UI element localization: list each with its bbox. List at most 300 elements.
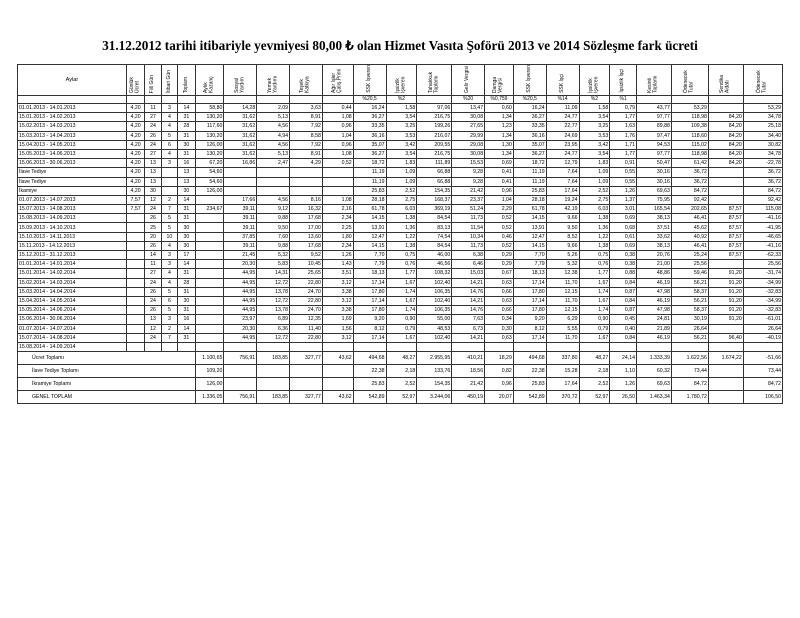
value-cell: 14,21 (452, 296, 485, 305)
value-cell: 24 (145, 122, 161, 131)
value-cell: 30 (178, 223, 195, 232)
value-cell: 0,84 (610, 278, 637, 287)
value-cell: 2,34 (322, 214, 353, 223)
value-cell: 0,96 (322, 122, 353, 131)
value-cell: 14,21 (452, 333, 485, 342)
rate-cell (18, 96, 127, 104)
value-cell (322, 186, 353, 195)
value-cell: 1,38 (579, 241, 610, 250)
value-cell: 0,44 (322, 104, 353, 113)
value-cell: 26 (145, 241, 161, 250)
value-cell (743, 342, 782, 351)
value-cell: 11,73 (452, 214, 485, 223)
value-cell: 5,13 (257, 113, 290, 122)
column-header-label: Tahakkuk Toplamı (427, 71, 440, 93)
column-header (386, 65, 417, 96)
value-cell: 209,55 (417, 140, 452, 149)
value-cell: 31 (178, 131, 195, 140)
value-cell: 7,70 (513, 251, 546, 260)
value-cell: 0,96 (322, 140, 353, 149)
totals-value: 24,14 (610, 352, 637, 365)
value-cell: 47,98 (637, 306, 672, 315)
value-cell: 2 (161, 195, 177, 204)
table-row (18, 113, 783, 122)
value-cell (708, 177, 743, 186)
value-cell: 0,45 (610, 315, 637, 324)
value-cell: 12,72 (257, 296, 290, 305)
totals-value: 22,38 (513, 365, 546, 378)
value-cell: 59,46 (671, 269, 708, 278)
value-cell (513, 342, 546, 351)
value-cell: 30,16 (637, 168, 672, 177)
value-cell: 0,90 (579, 315, 610, 324)
column-header-label: Toplam (182, 76, 189, 93)
value-cell: 4,20 (126, 177, 144, 186)
value-cell (126, 306, 144, 315)
value-cell: 44,95 (224, 306, 257, 315)
value-cell (257, 177, 290, 186)
table-row (18, 168, 783, 177)
rate-cell (145, 96, 161, 104)
value-cell: 11,19 (513, 177, 546, 186)
value-cell: 31 (178, 214, 195, 223)
value-cell: 24,81 (637, 315, 672, 324)
value-cell: 31 (178, 269, 195, 278)
value-cell: 2,16 (322, 205, 353, 214)
value-cell: 24 (145, 278, 161, 287)
value-cell: 9,52 (290, 251, 323, 260)
totals-value: 69,63 (637, 378, 672, 391)
value-cell: 30 (178, 296, 195, 305)
rate-cell (224, 96, 257, 104)
value-cell: 0,87 (610, 287, 637, 296)
value-cell: 16,24 (353, 104, 386, 113)
value-cell: 6,46 (452, 260, 485, 269)
value-cell (126, 324, 144, 333)
totals-value: 109,20 (195, 365, 224, 378)
value-cell: 84,20 (708, 131, 743, 140)
value-cell: 3 (161, 251, 177, 260)
value-cell: 12,35 (290, 315, 323, 324)
table-row (18, 269, 783, 278)
value-cell: 0,63 (485, 333, 514, 342)
rate-cell (743, 96, 782, 104)
totals-value: 48,27 (386, 352, 417, 365)
rate-cell (417, 96, 452, 104)
table-row (18, 251, 783, 260)
value-cell: 14,15 (353, 214, 386, 223)
column-header-label: SSK İşçi (558, 74, 565, 93)
totals-value (322, 365, 353, 378)
wage-difference-table (17, 64, 783, 404)
value-cell (195, 315, 224, 324)
value-cell: 1,04 (322, 131, 353, 140)
period-cell: 15.02.2013 - 14.03.2013 (18, 122, 127, 131)
value-cell: -40,19 (743, 333, 782, 342)
value-cell (671, 342, 708, 351)
value-cell (126, 342, 144, 351)
value-cell: 31,62 (224, 113, 257, 122)
value-cell: 27,65 (452, 122, 485, 131)
rate-cell (257, 96, 290, 104)
value-cell: 12 (145, 195, 161, 204)
value-cell: 0,52 (485, 241, 514, 250)
totals-value: 1.336,05 (195, 391, 224, 404)
table-row (18, 177, 783, 186)
value-cell (145, 342, 161, 351)
totals-value: 2.955,95 (417, 352, 452, 365)
value-cell: 17,80 (513, 287, 546, 296)
value-cell: 30 (145, 186, 161, 195)
value-cell: 25,56 (743, 260, 782, 269)
value-cell: 1,09 (386, 177, 417, 186)
value-cell: 9,88 (257, 241, 290, 250)
value-cell: 9,28 (452, 177, 485, 186)
value-cell: 44,95 (224, 296, 257, 305)
value-cell: 26 (145, 131, 161, 140)
value-cell: 44,95 (224, 269, 257, 278)
rate-cell: %2 (579, 96, 610, 104)
value-cell: 45,62 (671, 223, 708, 232)
value-cell: 1,77 (386, 269, 417, 278)
value-cell: 39,11 (224, 223, 257, 232)
value-cell (322, 177, 353, 186)
value-cell: 36,72 (743, 177, 782, 186)
value-cell (485, 342, 514, 351)
value-cell: 6 (161, 140, 177, 149)
value-cell: 8,91 (290, 113, 323, 122)
value-cell (126, 315, 144, 324)
rate-cell: %14 (546, 96, 579, 104)
value-cell: 0,66 (485, 306, 514, 315)
value-cell: 2,34 (322, 241, 353, 250)
value-cell: 14 (178, 104, 195, 113)
table-row (18, 287, 783, 296)
value-cell: 30 (178, 186, 195, 195)
value-cell: 7,60 (257, 232, 290, 241)
column-header-label: Fiili Gün (149, 74, 156, 93)
value-cell: 117,60 (195, 122, 224, 131)
value-cell: 30,16 (637, 177, 672, 186)
value-cell: 8,16 (290, 195, 323, 204)
value-cell: 13,91 (513, 223, 546, 232)
value-cell: 24 (145, 205, 161, 214)
value-cell: 75,95 (637, 195, 672, 204)
value-cell: 1,63 (610, 122, 637, 131)
value-cell: 87,57 (708, 205, 743, 214)
table-row (18, 186, 783, 195)
totals-value: 756,91 (224, 352, 257, 365)
value-cell: 5,32 (257, 251, 290, 260)
value-cell: 12,72 (257, 278, 290, 287)
value-cell: 7,57 (126, 195, 144, 204)
value-cell (708, 342, 743, 351)
value-cell (708, 195, 743, 204)
value-cell: 12,15 (546, 287, 579, 296)
totals-row (18, 352, 783, 365)
value-cell: 0,79 (610, 104, 637, 113)
period-cell: 15.07.2014 - 14.08.2014 (18, 333, 127, 342)
column-header (708, 65, 743, 96)
period-cell: 15.04.2013 - 14.05.2013 (18, 140, 127, 149)
value-cell: 4,20 (126, 122, 144, 131)
value-cell: 87,57 (708, 214, 743, 223)
value-cell: 4,20 (126, 186, 144, 195)
value-cell: 9,12 (257, 205, 290, 214)
value-cell: 130,20 (195, 113, 224, 122)
value-cell: 35,07 (353, 140, 386, 149)
value-cell: 1,76 (610, 131, 637, 140)
value-cell (195, 195, 224, 204)
rate-cell: %1 (610, 96, 637, 104)
value-cell: 11,19 (513, 168, 546, 177)
value-cell (386, 342, 417, 351)
value-cell (126, 241, 144, 250)
value-cell: 12,72 (257, 333, 290, 342)
period-cell: 15.11.2013 - 14.12.2013 (18, 241, 127, 250)
value-cell: 9,28 (452, 168, 485, 177)
value-cell: 25,56 (671, 260, 708, 269)
totals-value: 84,72 (671, 378, 708, 391)
value-cell: 106,35 (417, 306, 452, 315)
totals-value: 1,10 (610, 365, 637, 378)
value-cell: 0,91 (610, 159, 637, 168)
value-cell: 199,26 (417, 122, 452, 131)
period-cell: 15.09.2013 - 14.10.2013 (18, 223, 127, 232)
value-cell: 7,79 (513, 260, 546, 269)
value-cell: 26 (145, 287, 161, 296)
value-cell: 34,78 (743, 149, 782, 158)
value-cell: 29,08 (452, 140, 485, 149)
value-cell (290, 186, 323, 195)
value-cell: 0,29 (485, 251, 514, 260)
value-cell: 102,40 (417, 278, 452, 287)
value-cell: 17,80 (513, 306, 546, 315)
column-header-label: Kesinti Toplamı (647, 75, 659, 93)
value-cell: 46,19 (637, 333, 672, 342)
value-cell: 0,41 (485, 177, 514, 186)
value-cell: 17,14 (353, 278, 386, 287)
value-cell: 84,20 (708, 140, 743, 149)
value-cell (195, 269, 224, 278)
totals-value (708, 391, 743, 404)
value-cell: 11,70 (546, 278, 579, 287)
value-cell: 168,37 (417, 195, 452, 204)
value-cell: 21,42 (452, 186, 485, 195)
value-cell: 58,80 (195, 104, 224, 113)
table-row (18, 232, 783, 241)
value-cell: 16,86 (224, 159, 257, 168)
value-cell: 31,62 (224, 149, 257, 158)
value-cell (126, 232, 144, 241)
column-header (257, 65, 290, 96)
value-cell: 6,38 (452, 251, 485, 260)
value-cell: 84,20 (708, 149, 743, 158)
value-cell: 5 (161, 287, 177, 296)
period-cell: 15.05.2014 - 14.06.2014 (18, 306, 127, 315)
value-cell: 4,29 (290, 159, 323, 168)
value-cell: 91,20 (708, 306, 743, 315)
value-cell: 4 (161, 241, 177, 250)
value-cell: -41,95 (743, 223, 782, 232)
value-cell: 91,20 (708, 287, 743, 296)
value-cell: 9,20 (353, 315, 386, 324)
value-cell: 58,37 (671, 306, 708, 315)
totals-value: 756,91 (224, 391, 257, 404)
table-row (18, 205, 783, 214)
totals-value: 2,18 (579, 365, 610, 378)
value-cell: 66,88 (417, 177, 452, 186)
period-cell: 15.06.2013 - 30.06.2013 (18, 159, 127, 168)
value-cell: 6,03 (386, 205, 417, 214)
table-row (18, 122, 783, 131)
value-cell: 36,72 (671, 177, 708, 186)
value-cell: 0,52 (485, 223, 514, 232)
value-cell: 8,52 (546, 232, 579, 241)
value-cell: 14,28 (224, 104, 257, 113)
value-cell: 13 (145, 159, 161, 168)
value-cell: 3,42 (579, 140, 610, 149)
value-cell: 4 (161, 149, 177, 158)
value-cell: 28,18 (513, 195, 546, 204)
totals-label: Ücret Toplamı (18, 352, 196, 365)
value-cell (322, 168, 353, 177)
value-cell: 14 (178, 195, 195, 204)
value-cell: 2,29 (485, 205, 514, 214)
totals-value: 1.780,72 (671, 391, 708, 404)
value-cell: 13 (178, 168, 195, 177)
value-cell: 1,69 (322, 315, 353, 324)
totals-value: 1.674,22 (708, 352, 743, 365)
column-header-label: Gelir Vergisi (464, 66, 471, 93)
value-cell: 1,74 (386, 287, 417, 296)
value-cell: 0,52 (485, 214, 514, 223)
value-cell: 26,64 (671, 324, 708, 333)
value-cell (195, 214, 224, 223)
period-cell: İlave Tediye (18, 168, 127, 177)
value-cell: 0,88 (610, 269, 637, 278)
value-cell: 1,58 (386, 104, 417, 113)
value-cell (708, 260, 743, 269)
value-cell: 0,41 (485, 168, 514, 177)
period-cell: 15.02.2014 - 14.03.2014 (18, 278, 127, 287)
value-cell: 17,66 (224, 195, 257, 204)
value-cell: 26 (145, 306, 161, 315)
value-cell: 5,55 (546, 324, 579, 333)
rate-cell (671, 96, 708, 104)
value-cell: 5,32 (546, 260, 579, 269)
value-cell: 1,43 (322, 260, 353, 269)
value-cell: 1,67 (386, 333, 417, 342)
value-cell: 6 (161, 296, 177, 305)
value-cell: 4,20 (126, 140, 144, 149)
totals-value: 133,76 (417, 365, 452, 378)
value-cell: 21,45 (224, 251, 257, 260)
value-cell: 7,64 (546, 168, 579, 177)
value-cell: 34,40 (743, 131, 782, 140)
period-cell: 15.07.2013 - 14.08.2013 (18, 205, 127, 214)
value-cell: 8,58 (290, 131, 323, 140)
value-cell: 97,06 (417, 104, 452, 113)
totals-value (290, 365, 323, 378)
value-cell: 4,56 (257, 140, 290, 149)
value-cell: 24 (145, 333, 161, 342)
rate-cell: %20 (452, 96, 485, 104)
value-cell: 12,47 (353, 232, 386, 241)
value-cell: 6,36 (257, 324, 290, 333)
value-cell: 0,38 (610, 260, 637, 269)
value-cell: 130,20 (195, 149, 224, 158)
totals-value: 18,29 (485, 352, 514, 365)
value-cell: 109,38 (671, 122, 708, 131)
value-cell: 10,45 (290, 260, 323, 269)
value-cell: 25,83 (353, 186, 386, 195)
value-cell: 17,68 (290, 214, 323, 223)
totals-value: 52,97 (386, 391, 417, 404)
value-cell: 1,67 (579, 296, 610, 305)
value-cell: 1,74 (579, 287, 610, 296)
column-header-label: Yemek Yardımı (266, 75, 279, 93)
value-cell: 5,13 (257, 149, 290, 158)
value-cell: 17,68 (290, 241, 323, 250)
value-cell: 84,72 (743, 186, 782, 195)
value-cell: 0,75 (386, 251, 417, 260)
value-cell: 1,09 (579, 177, 610, 186)
value-cell: 67,20 (195, 159, 224, 168)
value-cell (224, 342, 257, 351)
value-cell: 1,83 (386, 159, 417, 168)
value-cell (195, 241, 224, 250)
column-header-label: Günlük Ücret (129, 77, 141, 93)
column-header-label: Sosyal Yardım (233, 77, 246, 93)
value-cell: 0,84 (610, 333, 637, 342)
value-cell: 24 (145, 296, 161, 305)
totals-value (708, 365, 743, 378)
value-cell: 5 (161, 214, 177, 223)
value-cell (195, 223, 224, 232)
rate-cell (195, 96, 224, 104)
value-cell: 14 (145, 251, 161, 260)
value-cell: 1,80 (322, 232, 353, 241)
value-cell: 154,35 (417, 186, 452, 195)
value-cell: 1,74 (386, 306, 417, 315)
value-cell: 4,20 (126, 149, 144, 158)
value-cell: 1,67 (579, 278, 610, 287)
value-cell: 10,34 (452, 232, 485, 241)
header-row (18, 65, 783, 96)
value-cell (546, 342, 579, 351)
column-header-label: Teşvik Katkıya (299, 76, 311, 93)
value-cell: 1,22 (579, 232, 610, 241)
value-cell: 51,24 (452, 205, 485, 214)
value-cell: 47,98 (637, 287, 672, 296)
totals-value: 183,85 (257, 352, 290, 365)
value-cell: 3,53 (579, 131, 610, 140)
totals-value: 2,52 (579, 378, 610, 391)
value-cell: 1,56 (322, 324, 353, 333)
totals-value: 1,26 (610, 378, 637, 391)
value-cell (195, 342, 224, 351)
value-cell: 1,08 (322, 113, 353, 122)
value-cell: 0,75 (579, 251, 610, 260)
value-cell: 54,60 (195, 177, 224, 186)
value-cell (708, 186, 743, 195)
value-cell (708, 168, 743, 177)
value-cell: 1,77 (579, 269, 610, 278)
value-cell: 46,19 (637, 296, 672, 305)
value-cell: 3,38 (322, 306, 353, 315)
value-cell (126, 296, 144, 305)
